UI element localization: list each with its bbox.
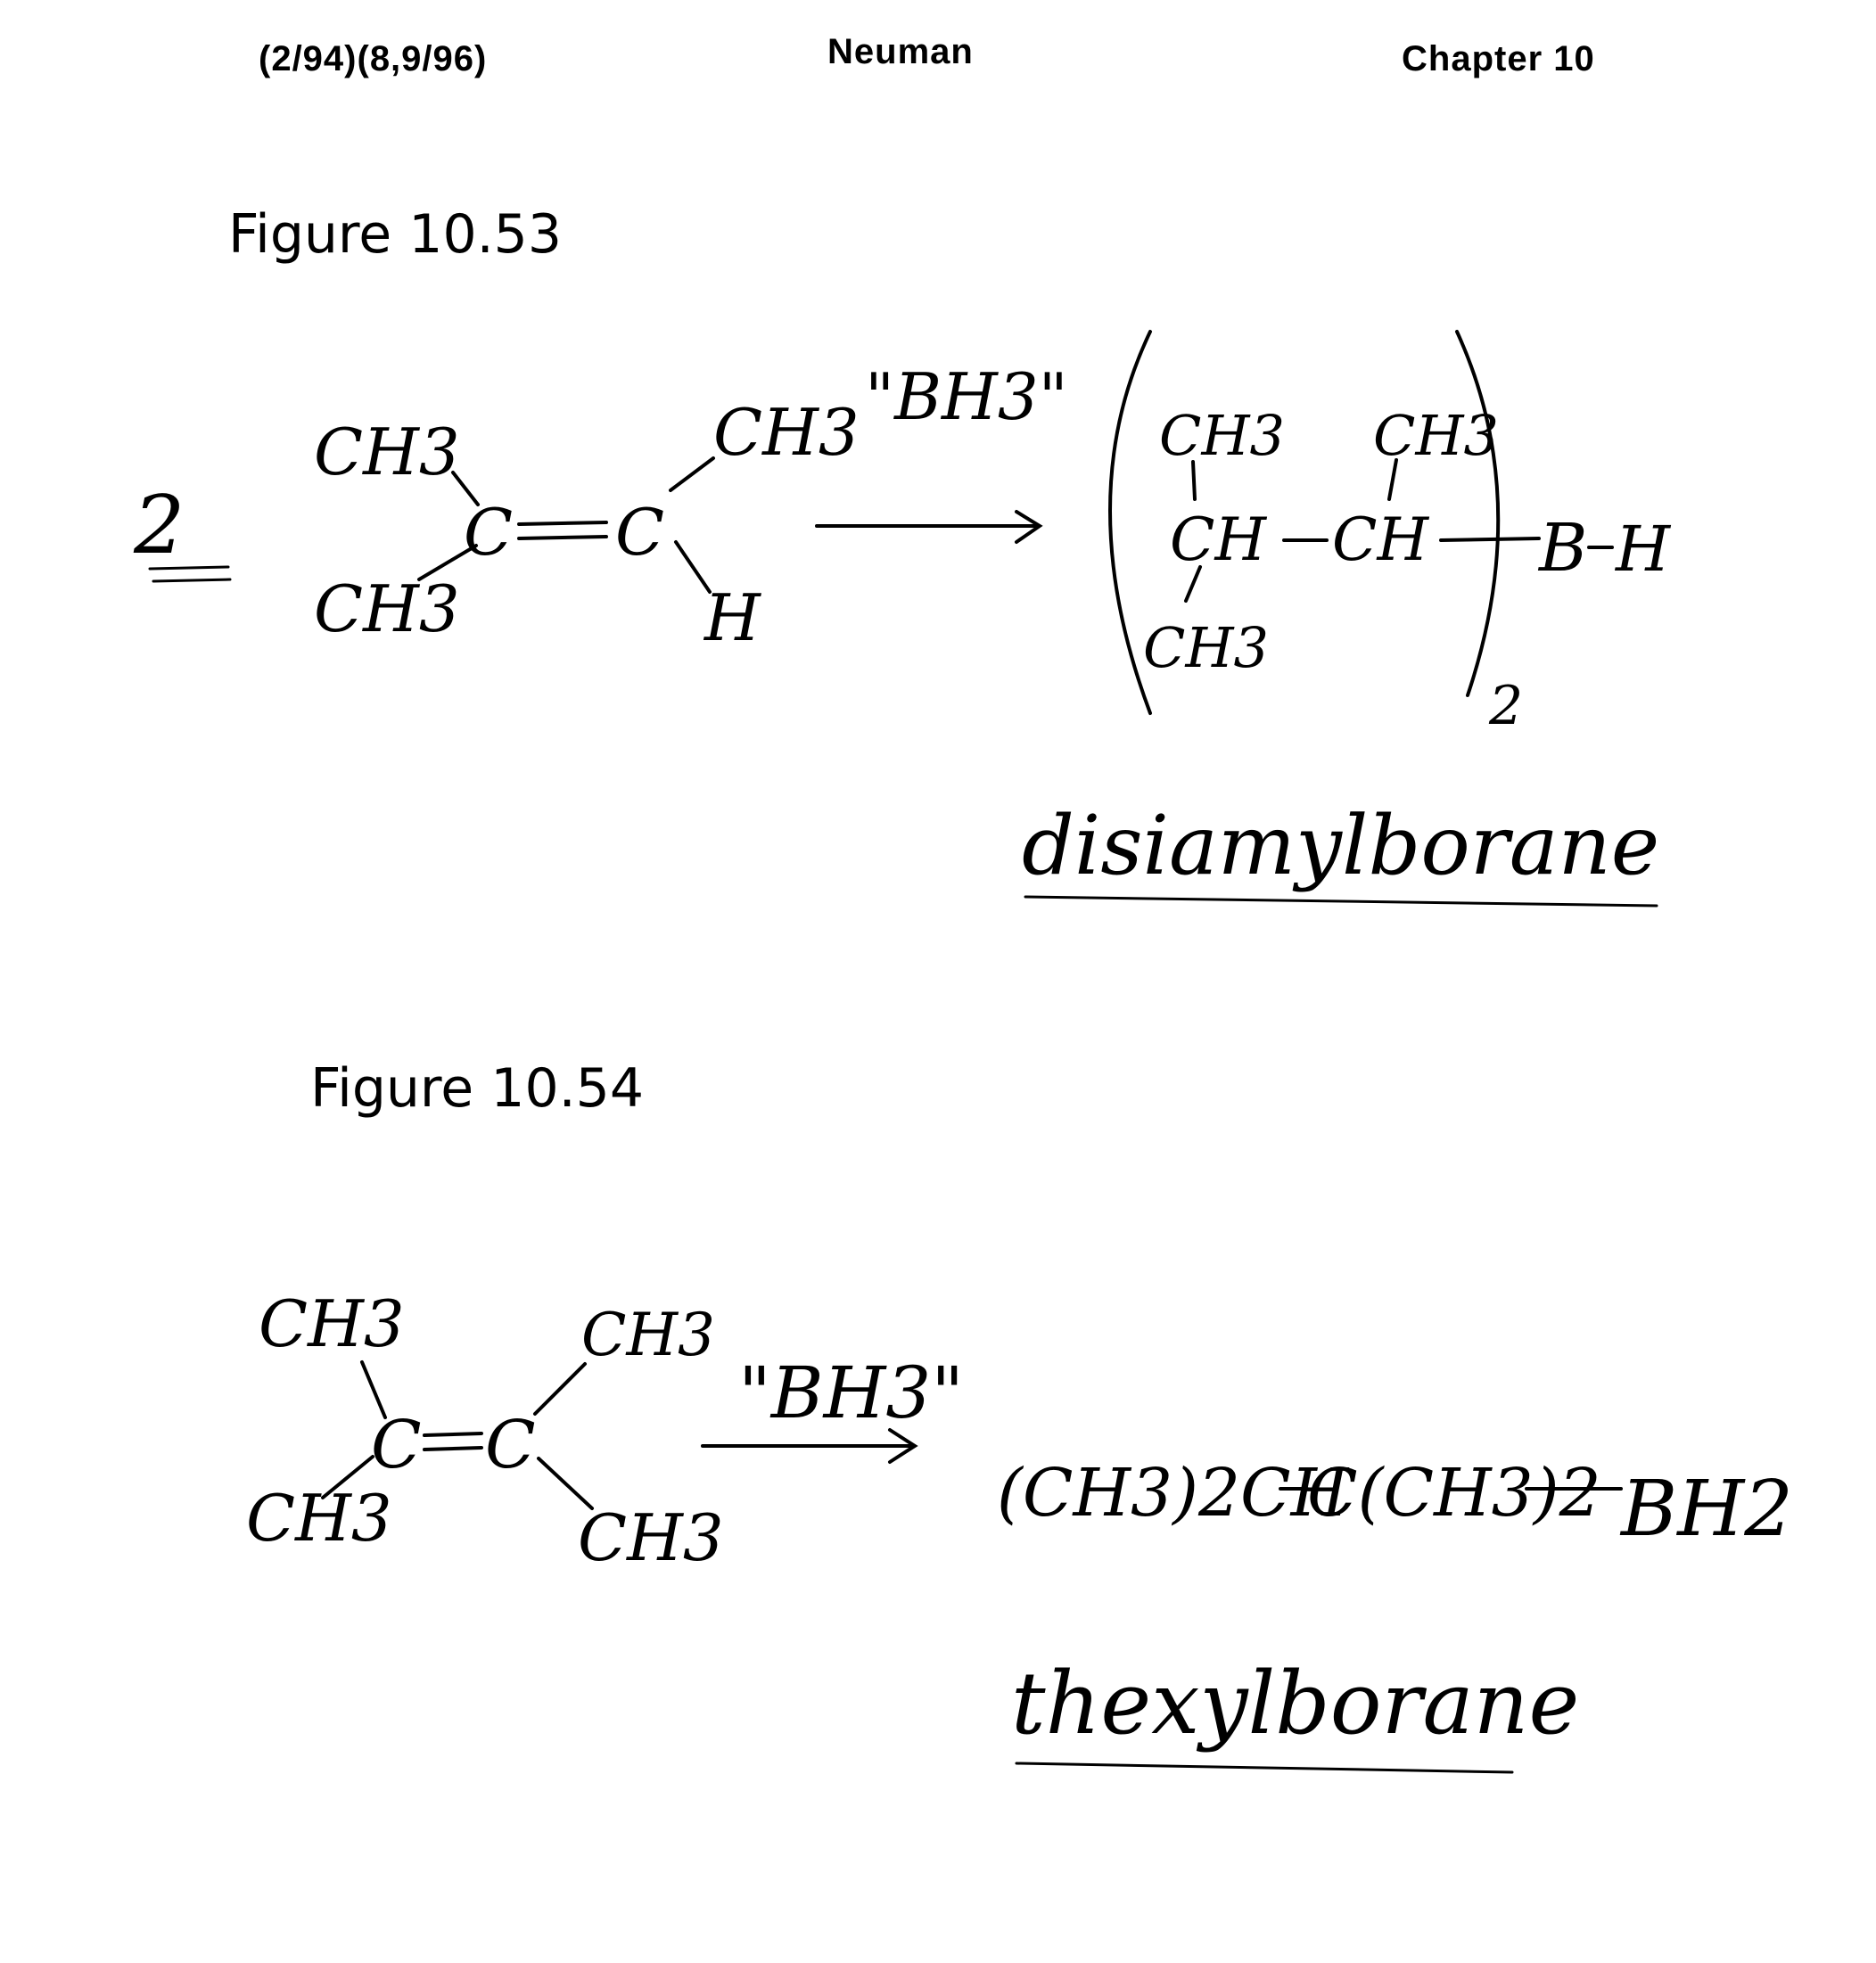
reactant-ch3-top-left: CH3 [314, 415, 460, 489]
reactant-ch3-top-right: CH3 [713, 395, 860, 470]
reactant-h: H [704, 580, 761, 655]
thexylborane-label: thexylborane [1011, 1654, 1580, 1754]
reactant2-c-right: C [485, 1407, 536, 1483]
reagent-bh3: "BH3" [865, 359, 1068, 434]
product-hydrogen: H [1616, 513, 1671, 586]
double-bond2-lower [424, 1448, 481, 1450]
product-subscript-2: 2 [1489, 675, 1524, 737]
product-ch-right: CH [1332, 505, 1429, 574]
reactant-c-right: C [615, 495, 665, 570]
product2-part2: C(CH3)2 [1307, 1455, 1601, 1532]
double-bond2-upper [424, 1433, 481, 1435]
header-author: Neuman [827, 32, 974, 71]
reagent2-bh3: "BH3" [738, 1351, 965, 1434]
reactant-ch3-bottom-left: CH3 [314, 571, 460, 646]
coefficient-underline-1 [150, 567, 228, 569]
product2-part3: BH2 [1621, 1465, 1793, 1554]
reactant2-ch3-bottom-right: CH3 [578, 1500, 724, 1575]
double-bond-upper [519, 522, 606, 524]
bond-to-h [676, 542, 710, 592]
reactant2-ch3-bottom-left: CH3 [246, 1481, 392, 1556]
figure-10-53-title: Figure 10.53 [228, 203, 563, 266]
reactant2-ch3-top-left: CH3 [259, 1286, 405, 1361]
product-boron: B [1539, 510, 1588, 587]
coefficient-2: 2 [134, 479, 185, 572]
bond-ch-b [1441, 538, 1539, 540]
product-ch3-a: CH3 [1159, 403, 1285, 468]
double-bond-lower [519, 537, 606, 538]
header-chapter: Chapter 10 [1402, 39, 1595, 78]
disiamylborane-underline [1025, 897, 1657, 906]
figure-10-53-scheme [133, 332, 1672, 906]
figure-10-54-title: Figure 10.54 [310, 1057, 645, 1120]
product-right-paren [1457, 332, 1498, 695]
product-ch3-b: CH3 [1373, 403, 1499, 468]
reactant2-ch3-top-right: CH3 [581, 1301, 716, 1369]
bond-ch3a-ch [1193, 462, 1195, 499]
disiamylborane-label: disiamylborane [1022, 798, 1660, 893]
bond2-top-right [535, 1364, 585, 1414]
coefficient-underline-2 [153, 579, 230, 581]
product2-part1: (CH3)2CH [997, 1455, 1349, 1532]
thexylborane-underline [1016, 1763, 1512, 1772]
bond-top-right [671, 458, 713, 490]
reactant-c-left: C [464, 495, 514, 570]
header-date: (2/94)(8,9/96) [259, 39, 488, 78]
product-ch-left: CH [1170, 505, 1267, 574]
product-ch3-c: CH3 [1143, 615, 1269, 680]
reactant2-c-left: C [371, 1407, 422, 1483]
figure-10-54-scheme [246, 1286, 1793, 1772]
bond2-bottom-right [539, 1458, 592, 1508]
